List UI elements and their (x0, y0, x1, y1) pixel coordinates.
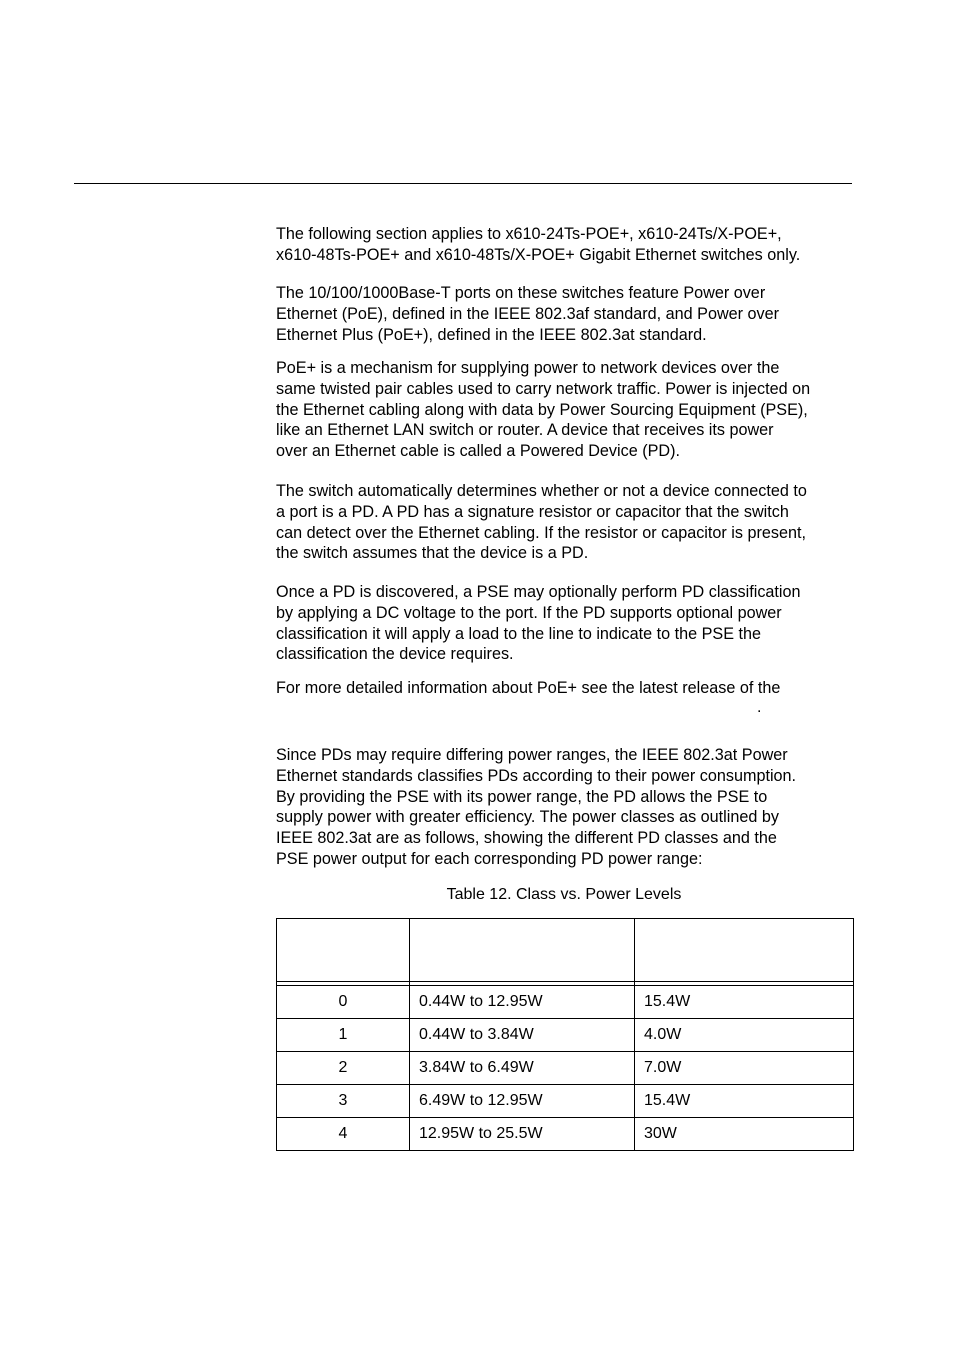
trailing-period: . (757, 699, 762, 716)
cell-class: 0 (277, 986, 410, 1019)
cell-pse-power: 15.4W (635, 986, 854, 1019)
cell-pse-power: 15.4W (635, 1085, 854, 1118)
power-levels-table (276, 918, 854, 1151)
cell-pse-power: 30W (635, 1118, 854, 1151)
cell-pse-power: 4.0W (635, 1019, 854, 1052)
header-class (277, 919, 410, 982)
table-row (277, 1118, 854, 1151)
cell-class: 2 (277, 1052, 410, 1085)
cell-class: 3 (277, 1085, 410, 1118)
table-header-row (277, 919, 854, 982)
table-caption: Table 12. Class vs. Power Levels (446, 886, 682, 903)
cell-pse-power: 7.0W (635, 1052, 854, 1085)
paragraph-more-info: For more detailed information about PoE+ see the latest release of the (276, 679, 781, 697)
paragraph-scope: The following section applies to x610-24Ts-POE+, x610-24Ts/X-POE+, x610-48Ts-POE+ and x610-48Ts/X-POE+ Gigabit Ethernet switches only. (276, 225, 801, 264)
cell-pd-power: 0.44W to 12.95W (410, 986, 635, 1019)
cell-class: 1 (277, 1019, 410, 1052)
cell-pd-power: 12.95W to 25.5W (410, 1118, 635, 1151)
cell-pd-power: 6.49W to 12.95W (410, 1085, 635, 1118)
paragraph-poe-ports: The 10/100/1000Base-T ports on these switches feature Power over Ethernet (PoE), defined in the IEEE 802.3af standard, and Power over Ethernet Plus (PoE+), defined in the IEEE 802.3at standard. (276, 284, 780, 344)
cell-pd-power: 3.84W to 6.49W (410, 1052, 635, 1085)
table-row (277, 1085, 854, 1118)
header-pse-power (635, 919, 854, 982)
paragraph-pd-classification: Once a PD is discovered, a PSE may optionally perform PD classification by applying a DC voltage to the port. If the PD supports optional power classification it will apply a load to the line to indicate to the PSE the classification the device requires. (276, 583, 801, 664)
cell-pd-power: 0.44W to 3.84W (410, 1019, 635, 1052)
paragraph-poe-mechanism: PoE+ is a mechanism for supplying power to network devices over the same twisted pair cables used to carry network traffic. Power is injected on the Ethernet cabling along with data by Power Sourcing Equipment (PSE), like an Ethernet LAN switch or router. A device that receives its power over an Ethernet cable is called a Powered Device (PD). (276, 359, 811, 461)
table-row (277, 1019, 854, 1052)
table-row (277, 1052, 854, 1085)
cell-class: 4 (277, 1118, 410, 1151)
header-pd-power (410, 919, 635, 982)
paragraph-power-classes: Since PDs may require differing power ranges, the IEEE 802.3at Power Ethernet standards classifies PDs according to their power consumption. By providing the PSE with its power range, the PD allows the PSE to supply power with greater efficiency. The power classes as outlined by IEEE 802.3at are as follows, showing the different PD classes and the PSE power output for each corresponding PD power range: (276, 746, 797, 868)
table-row (277, 986, 854, 1019)
paragraph-pd-detection: The switch automatically determines whether or not a device connected to a port is a PD. A PD has a signature resistor or capacitor that the switch can detect over the Ethernet cabling. If the resistor or capacitor is present, the switch assumes that the device is a PD. (276, 482, 807, 563)
header-rule (74, 183, 852, 184)
